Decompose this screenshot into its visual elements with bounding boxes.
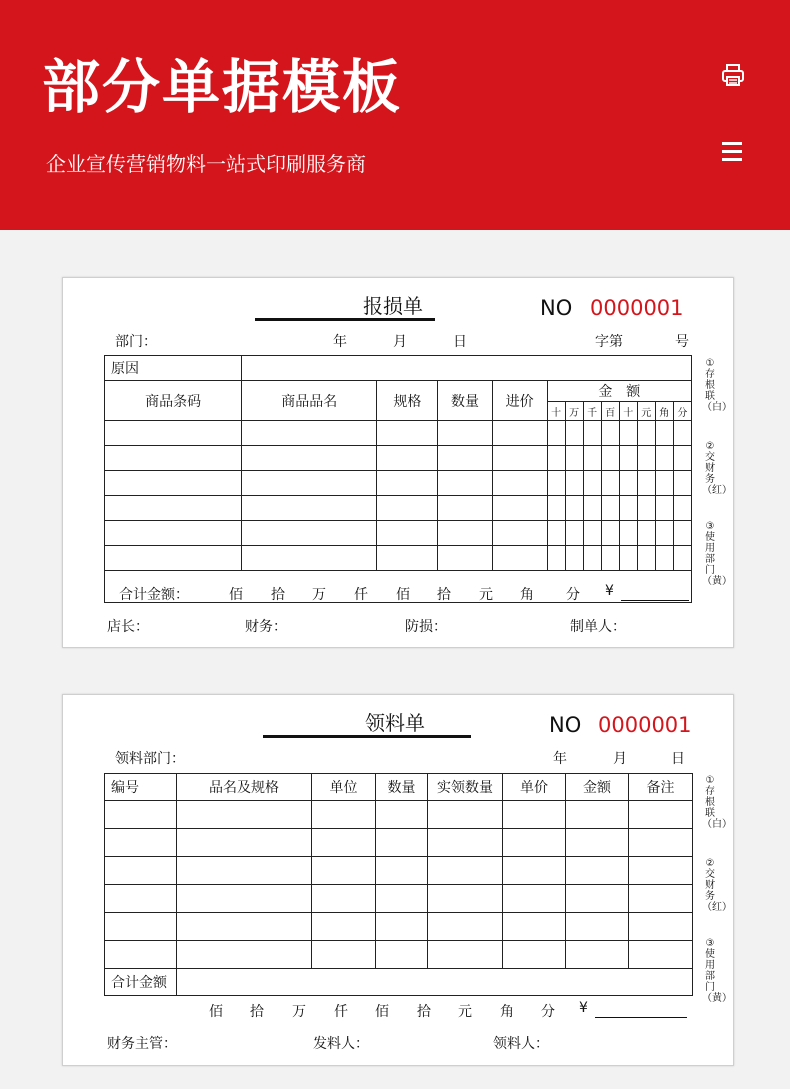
footer-label: 财务主管： (107, 1036, 177, 1052)
table-row[interactable] (105, 829, 693, 857)
form-title: 领料单 (365, 711, 425, 735)
footer-label: 店长： (107, 619, 149, 635)
no-label: NO (540, 296, 573, 320)
date-day: 日 (453, 334, 467, 350)
page-title: 部分单据模板 (42, 53, 403, 121)
side-note: ③使用部门（黄） (702, 938, 732, 1004)
date-day: 日 (671, 751, 685, 767)
digit-unit: 十 (547, 402, 565, 421)
total-unit: 拾 (417, 1004, 431, 1020)
column-header: 金额 (566, 774, 629, 801)
date-month: 月 (393, 334, 407, 350)
serial-prefix: 字第 (595, 334, 623, 350)
total-label: 合计金额 (105, 969, 177, 996)
total-row (177, 969, 693, 996)
side-note: ②交财务（红） (702, 858, 732, 913)
side-note: ③使用部门（黄） (702, 521, 732, 587)
column-header: 数量 (438, 381, 492, 421)
digit-unit: 万 (565, 402, 583, 421)
table-row[interactable] (105, 521, 692, 546)
reason-field[interactable] (242, 356, 692, 381)
total-unit: 元 (479, 587, 493, 603)
damage-table (104, 355, 692, 603)
material-requisition-form (62, 694, 734, 1066)
column-header: 实领数量 (428, 774, 503, 801)
table-row[interactable] (105, 446, 692, 471)
damage-report-form (62, 277, 734, 648)
digit-unit: 百 (601, 402, 619, 421)
requisition-table (104, 773, 693, 996)
serial-number: 0000001 (590, 296, 684, 320)
digit-unit: 千 (583, 402, 601, 421)
currency-symbol: ¥ (579, 1000, 588, 1016)
print-icon[interactable] (719, 61, 747, 89)
table-row[interactable] (105, 471, 692, 496)
amount-header: 金 额 (547, 381, 691, 402)
footer-label: 发料人： (313, 1036, 369, 1052)
footer-label: 财务： (245, 619, 287, 635)
total-unit: 角 (500, 1004, 514, 1020)
total-unit: 佰 (229, 587, 243, 603)
column-header: 单位 (312, 774, 376, 801)
column-header: 商品品名 (242, 381, 377, 421)
column-header: 单价 (503, 774, 566, 801)
column-header: 进价 (492, 381, 547, 421)
total-unit: 仟 (334, 1004, 348, 1020)
total-unit: 仟 (354, 587, 368, 603)
title-underline (263, 735, 471, 738)
column-header: 规格 (377, 381, 438, 421)
dept-label: 领料部门： (115, 751, 185, 767)
footer-label: 制单人： (570, 619, 626, 635)
footer-label: 防损： (405, 619, 447, 635)
title-underline (255, 318, 435, 321)
digit-unit: 十 (619, 402, 637, 421)
total-unit: 万 (312, 587, 326, 603)
total-unit: 佰 (375, 1004, 389, 1020)
digit-unit: 角 (655, 402, 673, 421)
total-label: 合计金额： (119, 587, 189, 603)
date-month: 月 (613, 751, 627, 767)
total-unit: 元 (458, 1004, 472, 1020)
side-note: ①存根联（白） (702, 358, 732, 413)
date-year: 年 (333, 334, 347, 350)
page-header (0, 0, 790, 230)
reason-label: 原因 (105, 356, 242, 381)
column-header: 数量 (376, 774, 428, 801)
column-header: 编号 (105, 774, 177, 801)
footer-label: 领料人： (493, 1036, 549, 1052)
no-label: NO (549, 713, 582, 737)
column-header: 品名及规格 (177, 774, 312, 801)
currency-symbol: ¥ (605, 583, 614, 599)
total-unit: 拾 (250, 1004, 264, 1020)
total-unit: 分 (541, 1004, 555, 1020)
serial-number: 0000001 (598, 713, 692, 737)
total-unit: 佰 (396, 587, 410, 603)
total-unit: 角 (520, 587, 534, 603)
page-subtitle: 企业宣传营销物料一站式印刷服务商 (46, 152, 366, 176)
side-note: ②交财务（红） (702, 441, 732, 496)
column-header: 商品条码 (105, 381, 242, 421)
table-row[interactable] (105, 885, 693, 913)
menu-icon[interactable] (722, 142, 750, 170)
table-row[interactable] (105, 546, 692, 571)
total-amount-line[interactable] (621, 600, 689, 601)
table-row[interactable] (105, 801, 693, 829)
serial-suffix: 号 (675, 334, 689, 350)
date-year: 年 (553, 751, 567, 767)
dept-label: 部门： (115, 334, 157, 350)
total-unit: 分 (566, 587, 580, 603)
total-unit: 拾 (437, 587, 451, 603)
table-row[interactable] (105, 421, 692, 446)
table-row[interactable] (105, 496, 692, 521)
column-header: 备注 (629, 774, 693, 801)
total-amount-line[interactable] (595, 1017, 687, 1018)
form-title: 报损单 (363, 294, 423, 318)
total-unit: 佰 (209, 1004, 223, 1020)
digit-unit: 分 (673, 402, 691, 421)
table-row[interactable] (105, 857, 693, 885)
table-row[interactable] (105, 941, 693, 969)
total-unit: 万 (292, 1004, 306, 1020)
total-unit: 拾 (271, 587, 285, 603)
table-row[interactable] (105, 913, 693, 941)
digit-unit: 元 (637, 402, 655, 421)
side-note: ①存根联（白） (702, 775, 732, 830)
